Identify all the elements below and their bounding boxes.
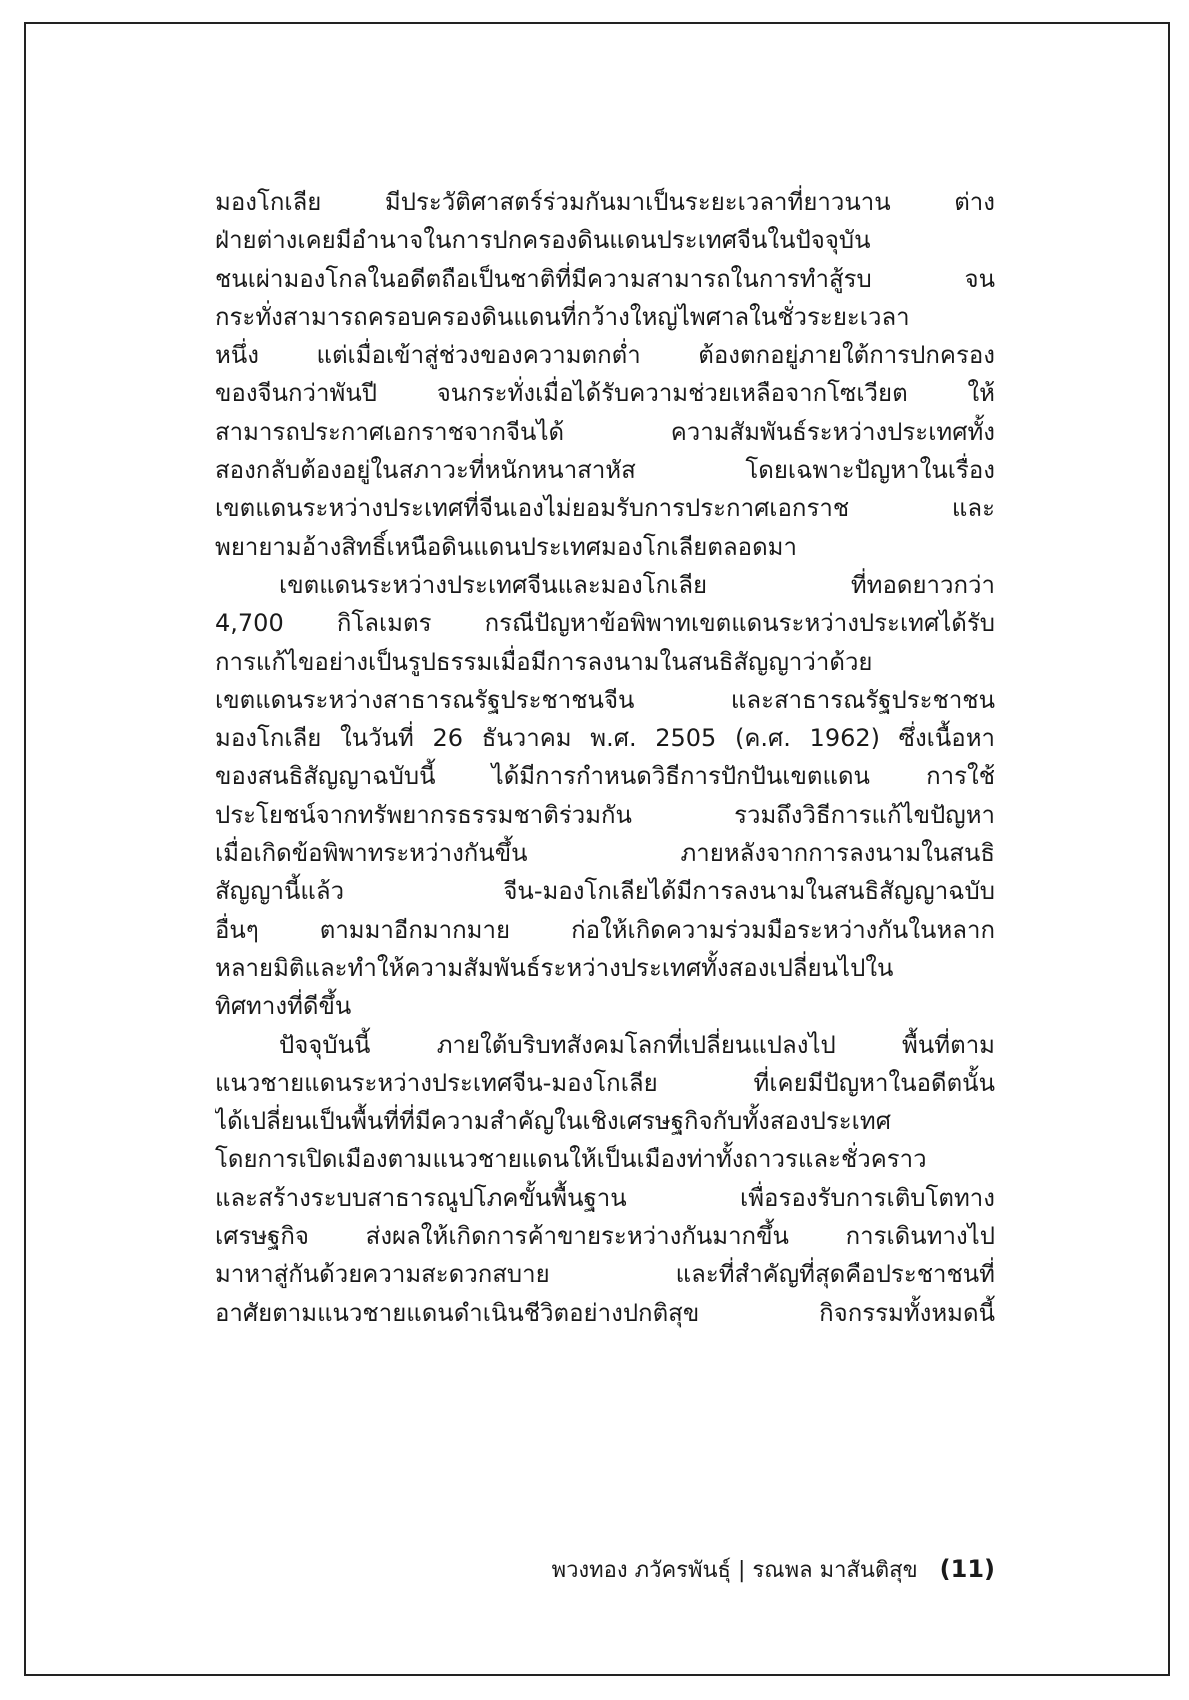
text-line: สัญญานี้แล้ว จีน-มองโกเลียได้มีการลงนามในสนธิสัญญาฉบับ xyxy=(215,877,995,906)
footer-authors: พวงทอง ภวัครพันธุ์ | รณพล มาสันติสุข xyxy=(551,1558,918,1583)
text-line: เขตแดนระหว่างประเทศที่จีนเองไม่ยอมรับการประกาศเอกราช และ xyxy=(215,494,995,523)
text-line: และสร้างระบบสาธารณูปโภคขั้นพื้นฐาน เพื่อรองรับการเติบโตทาง xyxy=(215,1183,995,1212)
text-line: สามารถประกาศเอกราชจากจีนได้ ความสัมพันธ์ระหว่างประเทศทั้ง xyxy=(215,417,995,446)
body-text xyxy=(215,183,995,1332)
text-line: มองโกเลีย ในวันที่ 26 ธันวาคม พ.ศ. 2505 (ค.ศ. 1962) ซึ่งเนื้อหา xyxy=(215,724,995,753)
text-line: ฝ่ายต่างเคยมีอำนาจในการปกครองดินแดนประเทศจีนในปัจจุบัน xyxy=(215,226,871,255)
text-line: ได้เปลี่ยนเป็นพื้นที่ที่มีความสำคัญในเชิงเศรษฐกิจกับทั้งสองประเทศ xyxy=(215,1107,891,1136)
text-line: หลายมิติและทำให้ความสัมพันธ์ระหว่างประเทศทั้งสองเปลี่ยนไปใน xyxy=(215,953,894,982)
text-line: การแก้ไขอย่างเป็นรูปธรรมเมื่อมีการลงนามในสนธิสัญญาว่าด้วย xyxy=(215,647,873,676)
page-footer xyxy=(552,1552,995,1587)
text-line: มองโกเลีย มีประวัติศาสตร์ร่วมกันมาเป็นระยะเวลาที่ยาวนาน ต่าง xyxy=(215,188,995,216)
paragraph-start-line: ปัจจุบันนี้ ภายใต้บริบทสังคมโลกที่เปลี่ยนแปลงไป พื้นที่ตาม xyxy=(279,1030,995,1059)
text-line: ของจีนกว่าพันปี จนกระทั่งเมื่อได้รับความช่วยเหลือจากโซเวียต ให้ xyxy=(215,379,995,408)
text-line: ทิศทางที่ดีขึ้น xyxy=(215,992,352,1021)
text-line: กระทั่งสามารถครอบครองดินแดนที่กว้างใหญ่ไพศาลในชั่วระยะเวลา xyxy=(215,302,910,331)
text-line: แนวชายแดนระหว่างประเทศจีน-มองโกเลีย ที่เคยมีปัญหาในอดีตนั้น xyxy=(215,1068,995,1097)
text-line: โดยการเปิดเมืองตามแนวชายแดนให้เป็นเมืองท่าทั้งถาวรและชั่วคราว xyxy=(215,1145,927,1174)
text-line: ชนเผ่ามองโกลในอดีตถือเป็นชาติที่มีความสามารถในการทำสู้รบ จน xyxy=(215,264,995,293)
text-line: สองกลับต้องอยู่ในสภาวะที่หนักหนาสาหัส โดยเฉพาะปัญหาในเรื่อง xyxy=(215,456,995,485)
page-number: (11) xyxy=(939,1555,995,1583)
text-line: ของสนธิสัญญาฉบับนี้ ได้มีการกำหนดวิธีการปักปันเขตแดน การใช้ xyxy=(215,762,995,791)
text-line: ประโยชน์จากทรัพยากรธรรมชาติร่วมกัน รวมถึงวิธีการแก้ไขปัญหา xyxy=(215,800,995,829)
text-line: หนึ่ง แต่เมื่อเข้าสู่ช่วงของความตกต่ำ ต้องตกอยู่ภายใต้การปกครอง xyxy=(215,341,995,370)
text-line: พยายามอ้างสิทธิ์เหนือดินแดนประเทศมองโกเลียตลอดมา xyxy=(215,532,797,561)
text-line: อื่นๆ ตามมาอีกมากมาย ก่อให้เกิดความร่วมมือระหว่างกันในหลาก xyxy=(215,915,995,944)
text-line: อาศัยตามแนวชายแดนดำเนินชีวิตอย่างปกติสุข กิจกรรมทั้งหมดนี้ xyxy=(215,1298,995,1327)
text-line: 4,700 กิโลเมตร กรณีปัญหาข้อพิพาทเขตแดนระหว่างประเทศได้รับ xyxy=(215,609,995,638)
paragraph-start-line: เขตแดนระหว่างประเทศจีนและมองโกเลีย ที่ทอดยาวกว่า xyxy=(279,570,995,599)
text-line: เมื่อเกิดข้อพิพาทระหว่างกันขึ้น ภายหลังจากการลงนามในสนธิ xyxy=(215,839,995,868)
text-line: เศรษฐกิจ ส่งผลให้เกิดการค้าขายระหว่างกันมากขึ้น การเดินทางไป xyxy=(215,1222,995,1251)
text-line: เขตแดนระหว่างสาธารณรัฐประชาชนจีน และสาธารณรัฐประชาชน xyxy=(215,685,995,714)
text-line: มาหาสู่กันด้วยความสะดวกสบาย และที่สำคัญที่สุดคือประชาชนที่ xyxy=(215,1260,995,1289)
